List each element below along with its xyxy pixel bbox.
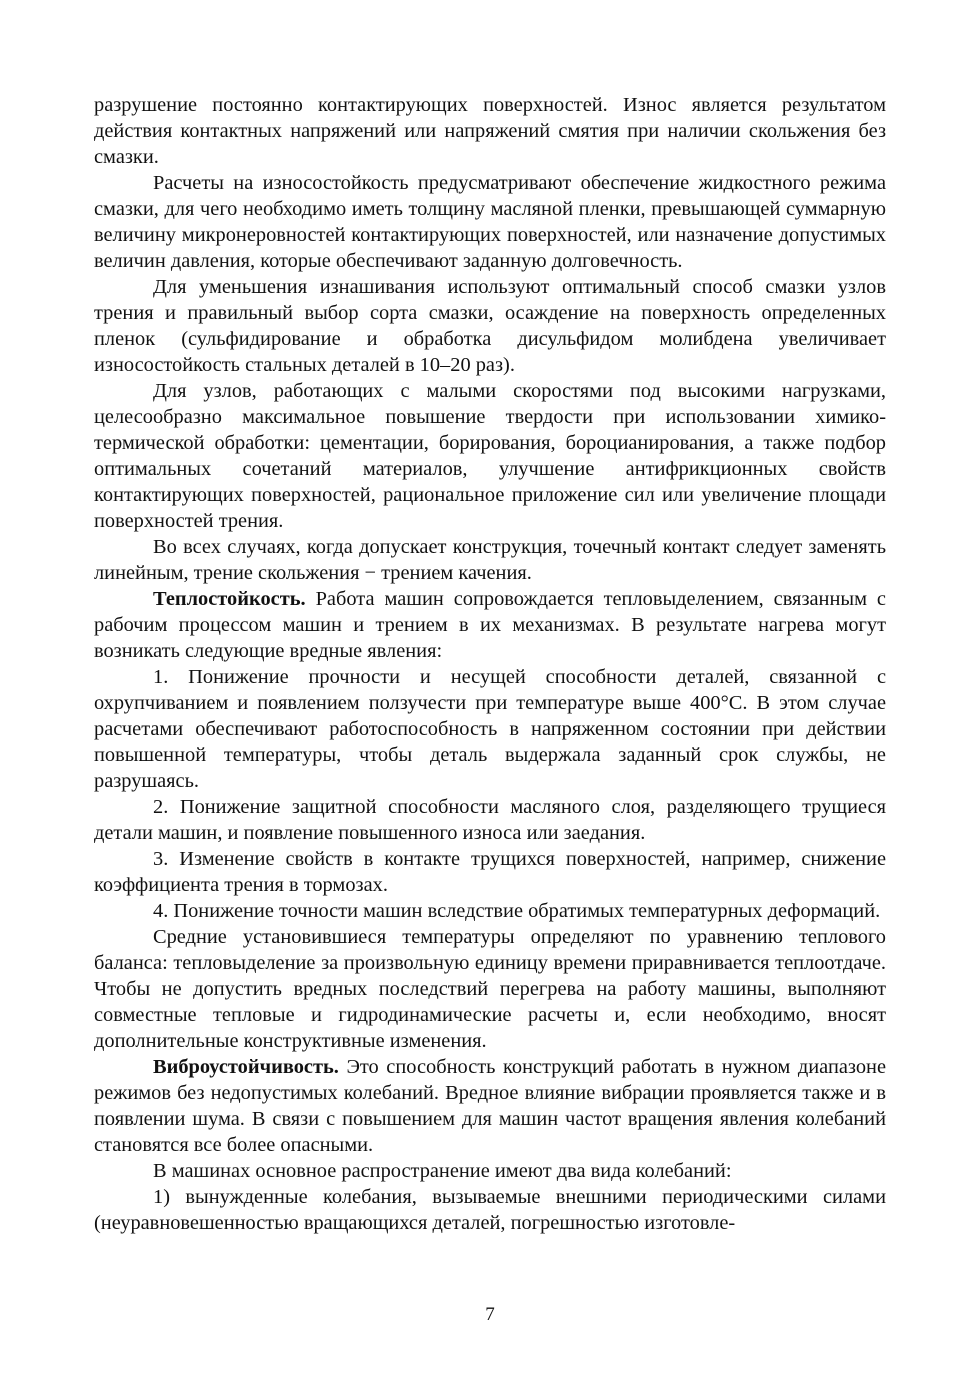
paragraph-vibration-types [94, 1158, 886, 1184]
paragraph-text: В машинах основное распространение имеют два вида колебаний: [153, 1160, 732, 1182]
paragraph-heat-resistance [94, 586, 886, 664]
list-item-4 [94, 898, 886, 924]
paragraph-continuation [94, 92, 886, 170]
list-item-1 [94, 664, 886, 794]
paragraph-text: 3. Изменение свойств в контакте трущихся поверхностей, например, снижение коэффициента трения в тормозах. [94, 848, 886, 896]
paragraph-heat-balance [94, 924, 886, 1054]
paragraph-text: 2. Понижение защитной способности масляного слоя, разделяющего трущиеся детали машин, и появление повышенного износа или заедания. [94, 796, 886, 844]
term-heat-resistance: Теплостойкость. [153, 588, 306, 610]
paragraph-wear-calculation [94, 170, 886, 274]
paragraph-text: Это способность конструкций работать в нужном диапазоне режимов без недопустимых колебаний. Вредное влияние вибрации проявляется также и в появлении шума. В связи с повышением для машин частот вращения явления колебаний становятся все более опасными. [94, 1056, 886, 1156]
paragraph-text: разрушение постоянно контактирующих поверхностей. Износ является результатом действия контактных напряжений или напряжений смятия при наличии скольжения без смазки. [94, 94, 886, 168]
term-vibration-resistance: Виброустойчивость. [153, 1056, 339, 1078]
list-item-2 [94, 794, 886, 846]
paragraph-vibration-resistance [94, 1054, 886, 1158]
paragraph-text: Работа машин сопровождается тепловыделением, связанным с рабочим процессом машин и трением в их механизмах. В результате нагрева могут возникать следующие вредные явления: [94, 588, 886, 662]
page-body [94, 92, 886, 1236]
paragraph-text: Средние установившиеся температуры определяют по уравнению теплового баланса: тепловыделение за произвольную единицу времени приравнивается теплоотдаче. Чтобы не допустить вредных последствий перегрева на работу машины, выполняют совместные тепловые и гидродинамические расчеты и, если необходимо, вносят дополнительные конструктивные изменения. [94, 926, 886, 1052]
page-number: 7 [485, 1304, 495, 1325]
paragraph-text: Для узлов, работающих с малыми скоростями под высокими нагрузками, целесообразно максимальное повышение твердости при использовании химико-термической обработки: цементации, борирования, бороцианирования, а также подбор оптимальных сочетаний материалов, улучшение антифрикционных свойств контактирующих поверхностей, рациональное приложение сил или увеличение площади поверхностей трения. [94, 380, 886, 532]
paragraph-text: Расчеты на износостойкость предусматривают обеспечение жидкостного режима смазки, для чего необходимо иметь толщину масляной пленки, превышающей суммарную величину микронеровностей контактирующих поверхностей, или назначение допустимых величин давления, которые обеспечивают заданную долговечность. [94, 172, 886, 272]
paragraph-text: Для уменьшения изнашивания используют оптимальный способ смазки узлов трения и правильный выбор сорта смазки, осаждение на поверхность определенных пленок (сульфидирование и обработка дисульфидом молибдена увеличивает износостойкость стальных деталей в 10–20 раз). [94, 276, 886, 376]
paragraph-wear-reduction [94, 274, 886, 378]
paragraph-text: 1) вынужденные колебания, вызываемые внешними периодическими силами (неуравновешенностью вращающихся деталей, погрешностью изготовле- [94, 1186, 886, 1234]
paragraph-text: 1. Понижение прочности и несущей способности деталей, связанной с охрупчиванием и появлением ползучести при температуре выше 400°С. В этом случае расчетами обеспечивают работоспособность в напряженном состоянии при действии повышенной температуры, чтобы деталь выдержала заданный срок службы, не разрушаясь. [94, 666, 886, 792]
paragraph-low-speed-units [94, 378, 886, 534]
list-item-forced-vibration [94, 1184, 886, 1236]
paragraph-contact-type [94, 534, 886, 586]
list-item-3 [94, 846, 886, 898]
paragraph-text: Во всех случаях, когда допускает конструкция, точечный контакт следует заменять линейным, трение скольжения − трением качения. [94, 536, 886, 584]
paragraph-text: 4. Понижение точности машин вследствие обратимых температурных деформаций. [153, 900, 881, 922]
